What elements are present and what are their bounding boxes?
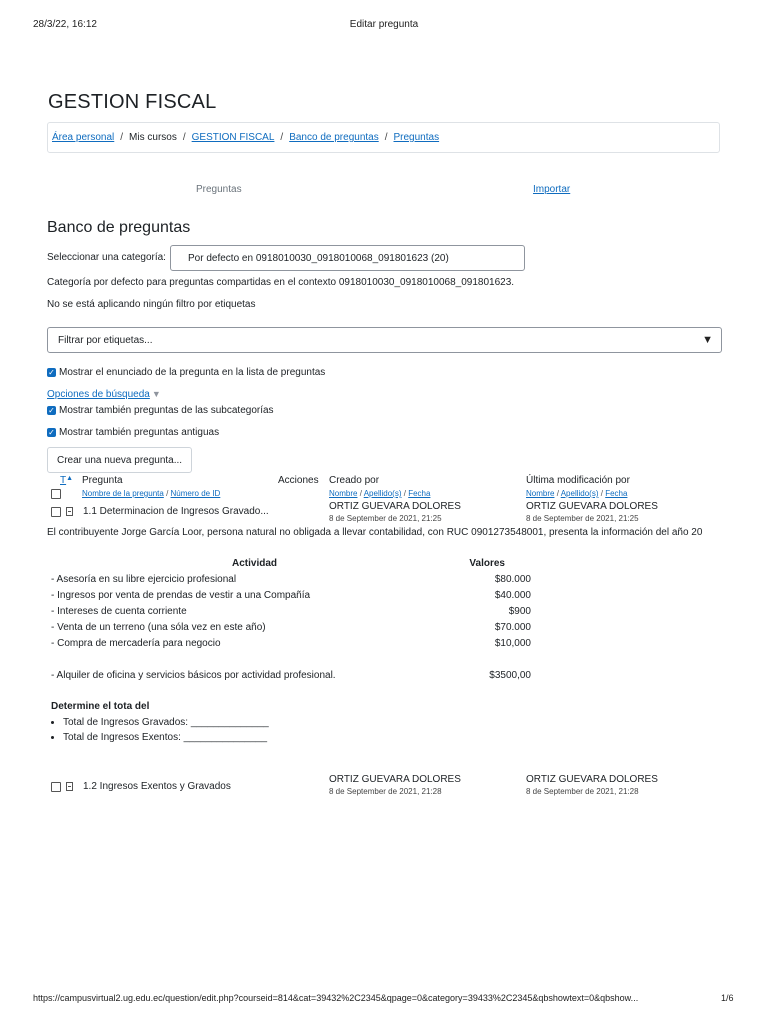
breadcrumb-separator: / bbox=[182, 132, 186, 143]
activity-row bbox=[51, 574, 541, 588]
activity-row bbox=[51, 638, 541, 652]
breadcrumb bbox=[47, 122, 720, 153]
show-subcategories-label: Mostrar también preguntas de las subcategorías bbox=[59, 405, 274, 416]
breadcrumb-separator: / bbox=[120, 132, 124, 143]
activity-row bbox=[51, 606, 541, 620]
sort-created-last-name[interactable]: Apellido(s) bbox=[363, 489, 402, 498]
activity-value: $900 bbox=[508, 606, 531, 617]
question-column-header: Pregunta bbox=[82, 475, 123, 486]
page-title: GESTION FISCAL bbox=[48, 91, 217, 113]
search-options-toggle[interactable] bbox=[47, 389, 161, 400]
determine-title: Determine el tota del bbox=[51, 701, 150, 712]
select-all-checkbox[interactable] bbox=[51, 489, 61, 499]
created-by-sort bbox=[329, 489, 430, 498]
breadcrumb-course[interactable]: GESTION FISCAL bbox=[191, 132, 275, 143]
determine-item: • Total de Ingresos Exentos: _______________ bbox=[63, 732, 269, 743]
question-column-sort bbox=[82, 489, 220, 498]
checkbox-checked-icon[interactable]: ✓ bbox=[48, 428, 55, 437]
category-label: Seleccionar una categoría: bbox=[47, 252, 166, 263]
category-select[interactable] bbox=[170, 245, 525, 271]
modified-date: 8 de September de 2021, 21:25 bbox=[526, 514, 639, 523]
category-info: Categoría por defecto para preguntas compartidas en el contexto 0918010030_0918010068_091801623. bbox=[47, 277, 515, 288]
print-page-title: Editar pregunta bbox=[349, 19, 419, 30]
sort-created-first-name[interactable]: Nombre bbox=[329, 489, 358, 498]
sort-type-header[interactable] bbox=[60, 475, 73, 486]
dropdown-arrow-icon: ▼ bbox=[702, 334, 713, 346]
modified-by-name: ORTIZ GUEVARA DOLORES bbox=[526, 501, 658, 512]
sort-separator: / bbox=[403, 489, 406, 498]
activity-header: Actividad bbox=[232, 558, 278, 569]
breadcrumb-separator: / bbox=[384, 132, 388, 143]
sort-separator: / bbox=[166, 489, 169, 498]
sort-question-id[interactable]: Número de ID bbox=[170, 489, 221, 498]
breadcrumb-question-bank[interactable]: Banco de preguntas bbox=[289, 132, 379, 143]
modified-by-column-header: Última modificación por bbox=[526, 475, 630, 486]
question-type-icon bbox=[66, 782, 73, 791]
row-select-checkbox[interactable] bbox=[51, 507, 61, 517]
sort-separator: / bbox=[556, 489, 559, 498]
category-select-value: Por defecto en 0918010030_0918010068_091801623 (20) bbox=[188, 252, 449, 264]
sort-ascending-icon: ▲ bbox=[66, 475, 74, 482]
sort-modified-last-name[interactable]: Apellido(s) bbox=[560, 489, 599, 498]
question-type-icon bbox=[66, 507, 73, 516]
show-old-label: Mostrar también preguntas antiguas bbox=[59, 427, 220, 438]
caret-down-icon: ▼ bbox=[151, 389, 161, 399]
print-date: 28/3/22, 16:12 bbox=[33, 19, 97, 30]
search-options-label[interactable]: Opciones de búsqueda bbox=[47, 389, 150, 400]
show-subcategories-option[interactable] bbox=[47, 405, 274, 416]
print-url: https://campusvirtual2.ug.edu.ec/question/edit.php?courseid=814&cat=39432%2C2345&qpage=0&category=39433%2C2345&qbshowtext=0&qbshow... bbox=[33, 993, 639, 1003]
sort-type-link[interactable]: T bbox=[60, 475, 67, 486]
activity-value: $3500,00 bbox=[489, 670, 531, 681]
modified-by-name: ORTIZ GUEVARA DOLORES bbox=[526, 774, 658, 785]
table-row bbox=[51, 506, 269, 517]
determine-list bbox=[51, 717, 269, 747]
activity-desc: - Intereses de cuenta corriente bbox=[51, 606, 187, 617]
sort-separator: / bbox=[359, 489, 362, 498]
show-text-option[interactable] bbox=[47, 367, 325, 378]
section-title: Banco de preguntas bbox=[47, 219, 191, 236]
sort-question-name[interactable]: Nombre de la pregunta bbox=[82, 489, 164, 498]
activity-table-header bbox=[51, 558, 541, 572]
tab-questions[interactable]: Preguntas bbox=[196, 184, 242, 195]
sort-modified-date[interactable]: Fecha bbox=[605, 489, 628, 498]
created-by-column-header: Creado por bbox=[329, 475, 380, 486]
activity-value: $10,000 bbox=[494, 638, 531, 649]
breadcrumb-questions[interactable]: Preguntas bbox=[393, 132, 440, 143]
show-old-option[interactable] bbox=[47, 427, 219, 438]
table-row bbox=[51, 781, 231, 792]
create-question-button[interactable] bbox=[47, 447, 192, 473]
values-header: Valores bbox=[469, 558, 505, 569]
sort-created-date[interactable]: Fecha bbox=[408, 489, 431, 498]
activity-desc: - Alquiler de oficina y servicios básicos por actividad profesional. bbox=[51, 670, 336, 681]
activity-row bbox=[51, 622, 541, 636]
activity-row bbox=[51, 670, 541, 684]
print-page-number: 1/6 bbox=[721, 993, 734, 1003]
breadcrumb-my-courses: Mis cursos bbox=[129, 132, 177, 143]
actions-column-header: Acciones bbox=[278, 475, 319, 486]
tag-filter-placeholder: Filtrar por etiquetas... bbox=[58, 334, 153, 346]
activity-desc: - Venta de un terreno (una sóla vez en este año) bbox=[51, 622, 266, 633]
activity-desc: - Compra de mercadería para negocio bbox=[51, 638, 221, 649]
created-date: 8 de September de 2021, 21:25 bbox=[329, 514, 442, 523]
activity-value: $40.000 bbox=[494, 590, 531, 601]
question-name[interactable]: 1.2 Ingresos Exentos y Gravados bbox=[83, 781, 231, 792]
activity-row bbox=[51, 590, 541, 604]
created-by-name: ORTIZ GUEVARA DOLORES bbox=[329, 774, 461, 785]
activity-value: $80.000 bbox=[494, 574, 531, 585]
determine-item: • Total de Ingresos Gravados: ______________ bbox=[63, 717, 269, 728]
question-name[interactable]: 1.1 Determinacion de Ingresos Gravado... bbox=[83, 506, 269, 517]
row-select-checkbox[interactable] bbox=[51, 782, 61, 792]
sort-modified-first-name[interactable]: Nombre bbox=[526, 489, 555, 498]
tag-filter-select[interactable] bbox=[47, 327, 722, 353]
created-date: 8 de September de 2021, 21:28 bbox=[329, 787, 442, 796]
modified-date: 8 de September de 2021, 21:28 bbox=[526, 787, 639, 796]
no-filter-notice: No se está aplicando ningún filtro por etiquetas bbox=[47, 299, 256, 310]
tab-import[interactable]: Importar bbox=[533, 184, 571, 195]
activity-desc: - Asesoría en su libre ejercicio profesional bbox=[51, 574, 237, 585]
modified-by-sort bbox=[526, 489, 627, 498]
created-by-name: ORTIZ GUEVARA DOLORES bbox=[329, 501, 461, 512]
breadcrumb-home[interactable]: Área personal bbox=[52, 132, 115, 143]
sort-separator: / bbox=[600, 489, 603, 498]
activity-value: $70.000 bbox=[494, 622, 531, 633]
breadcrumb-separator: / bbox=[280, 132, 284, 143]
checkbox-checked-icon[interactable]: ✓ bbox=[48, 406, 55, 415]
checkbox-checked-icon[interactable]: ✓ bbox=[48, 368, 55, 377]
question-intro-text: El contribuyente Jorge García Loor, persona natural no obligada a llevar contabilidad, con RUC 0901273548001, presenta la información del año 20 bbox=[47, 527, 703, 538]
show-text-label: Mostrar el enunciado de la pregunta en la lista de preguntas bbox=[59, 367, 326, 378]
create-question-label: Crear una nueva pregunta... bbox=[57, 454, 183, 466]
activity-desc: - Ingresos por venta de prendas de vestir a una Compañía bbox=[51, 590, 311, 601]
